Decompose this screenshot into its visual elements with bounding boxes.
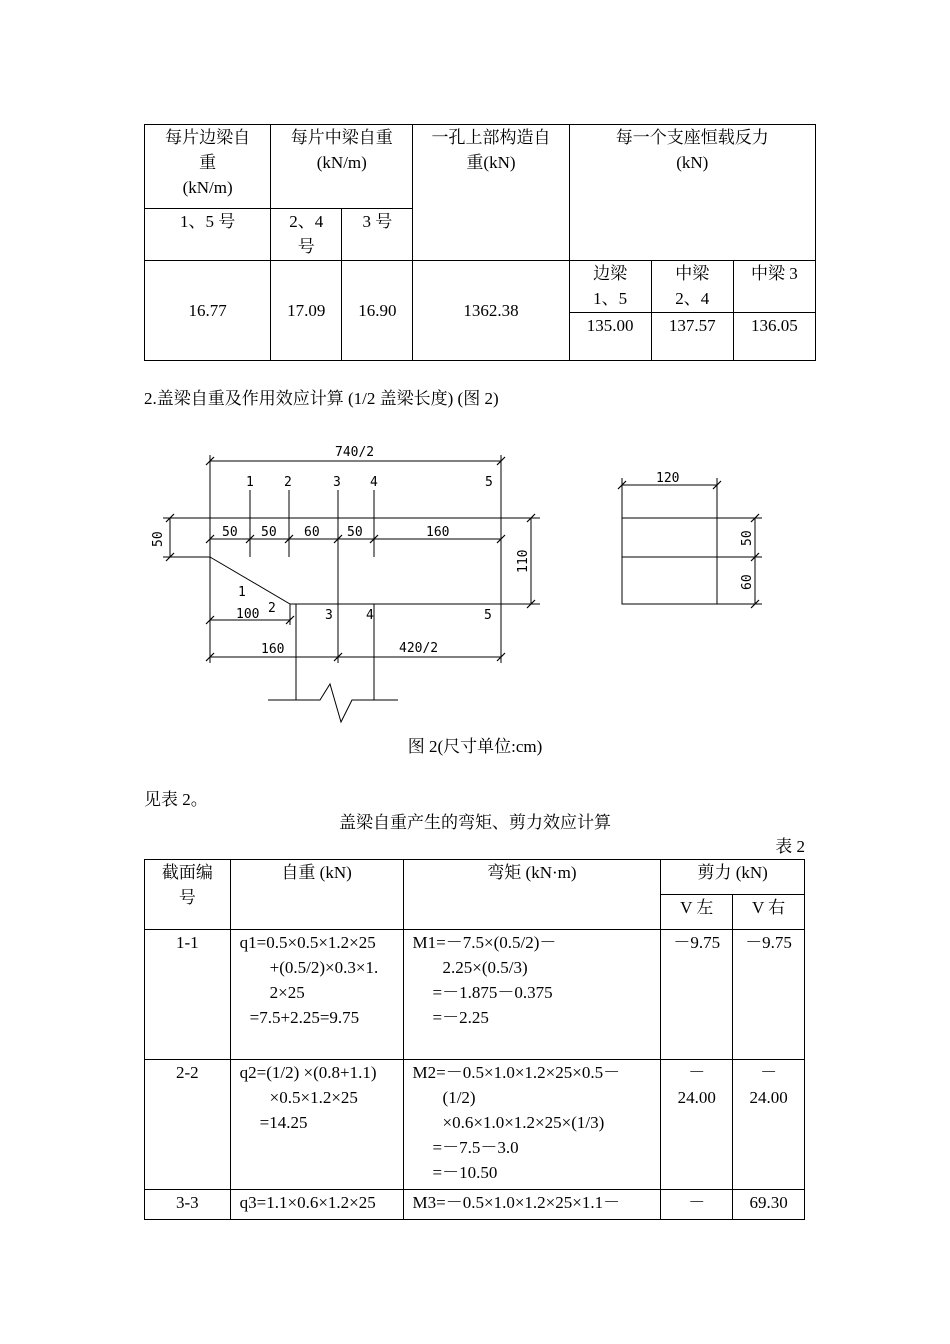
text-line: 24.00 (749, 1088, 788, 1107)
text-line: 中梁 (675, 264, 710, 283)
table2-label: 表 2 (775, 837, 805, 856)
text-line: 重 (199, 153, 217, 172)
cell-v-right (733, 930, 805, 1060)
text-line: － (688, 1063, 706, 1082)
dim-seg-5: 160 (426, 525, 450, 540)
table-row (145, 1060, 805, 1190)
cell-section: 2-2 (145, 1060, 231, 1190)
text-line: M2=－0.5×1.0×1.2×25×0.5－ (412, 1063, 621, 1082)
text-line: 2×25 (269, 983, 305, 1002)
text-line: 69.30 (749, 1193, 788, 1212)
text-line: =－7.5－3.0 (432, 1138, 519, 1157)
moment-shear-table (144, 859, 805, 1220)
cell-section: 3-3 (145, 1190, 231, 1220)
dim-100-label: 100 (236, 607, 260, 622)
section-label-3-bottom: 3 (325, 608, 333, 623)
text-line: 2、4 (289, 212, 324, 231)
header-v-right: V 右 (733, 895, 805, 930)
section-label-5-bottom: 5 (484, 608, 492, 623)
section-label-4: 4 (370, 475, 378, 490)
text-line: ×0.5×1.2×25 (269, 1088, 358, 1107)
cross-width-label: 120 (656, 471, 680, 486)
pier-break-line (268, 684, 398, 722)
cell-v-left (661, 1190, 733, 1220)
text-line: 截面编 (161, 863, 213, 882)
text-line: － (688, 1193, 706, 1212)
header-v-left: V 左 (661, 895, 733, 930)
cell-moment (403, 1060, 661, 1190)
text-line: +(0.5/2)×0.3×1. (269, 958, 379, 977)
text-line: 每一个支座恒载反力 (615, 128, 769, 147)
cell-moment (403, 1190, 661, 1220)
section-label-1: 1 (246, 475, 254, 490)
section-label-5: 5 (485, 475, 493, 490)
value-edge-beam: 16.77 (145, 261, 271, 361)
sub-beam-1-5: 1、5 号 (145, 209, 271, 261)
value-mid-beam-2-4: 17.09 (271, 261, 342, 361)
cross-section-rect (622, 518, 717, 604)
dim-right-height: 110 (516, 549, 531, 573)
table-row (145, 930, 805, 1060)
figure-caption: 图 2(尺寸单位:cm) (407, 737, 543, 756)
text-line: q3=1.1×0.6×1.2×25 (239, 1193, 376, 1212)
dim-seg-4: 50 (347, 525, 363, 540)
see-table-note: 见表 2。 (144, 790, 208, 809)
dim-420-label: 420/2 (399, 641, 439, 656)
reaction-value-1-5: 135.00 (569, 313, 651, 361)
section-label-2-bottom: 2 (268, 601, 276, 616)
cell-section: 1-1 (145, 930, 231, 1060)
table2-title: 盖梁自重产生的弯矩、剪力效应计算 (339, 813, 611, 832)
cell-v-left (661, 930, 733, 1060)
dim-160-label: 160 (261, 642, 285, 657)
header-weight: 自重 (kN) (230, 860, 403, 930)
dim-total-label: 740/2 (335, 445, 375, 460)
text-line: 每片边梁自 (165, 128, 251, 147)
text-line: －9.75 (673, 933, 721, 952)
text-line: ×0.6×1.0×1.2×25×(1/3) (442, 1113, 605, 1132)
cell-weight (230, 1190, 403, 1220)
dim-seg-3: 60 (304, 525, 320, 540)
text-line: － (760, 1063, 778, 1082)
text-line: (kN/m) (316, 153, 367, 172)
text-line: (kN/m) (182, 178, 233, 197)
section-label-1-bottom: 1 (238, 585, 246, 600)
sub-beam-3: 3 号 (342, 209, 413, 261)
text-line: (1/2) (442, 1088, 476, 1107)
cell-moment (403, 930, 661, 1060)
text-line: q2=(1/2) ×(0.8+1.1) (239, 1063, 377, 1082)
header-shear: 剪力 (kN) (661, 860, 805, 895)
value-superstructure: 1362.38 (413, 261, 569, 361)
dim-seg-1: 50 (222, 525, 238, 540)
text-line: 边梁 (593, 264, 628, 283)
text-line: 中梁 3 (751, 264, 798, 283)
text-line: 号 (297, 237, 315, 256)
text-line: =－10.50 (432, 1163, 498, 1182)
text-line: 重(kN) (466, 153, 516, 172)
text-line: 1、5 (593, 289, 628, 308)
reaction-value-2-4: 137.57 (651, 313, 733, 361)
cell-weight (230, 1060, 403, 1190)
text-line: M3=－0.5×1.0×1.2×25×1.1－ (412, 1193, 621, 1212)
text-line: 24.00 (677, 1088, 716, 1107)
reaction-value-3: 136.05 (733, 313, 815, 361)
dim-seg-2: 50 (261, 525, 277, 540)
header-section (145, 860, 231, 930)
text-line: =14.25 (259, 1113, 308, 1132)
text-line: (kN) (676, 153, 709, 172)
text-line: 每片中梁自重 (290, 128, 393, 147)
text-line: 号 (178, 888, 196, 907)
table-row (145, 1190, 805, 1220)
value-mid-beam-3: 16.90 (342, 261, 413, 361)
section-title: 2.盖梁自重及作用效应计算 (1/2 盖梁长度) (图 2) (144, 389, 499, 408)
cell-v-right (733, 1060, 805, 1190)
cross-bottom-label: 60 (740, 574, 755, 590)
section-label-2: 2 (284, 475, 292, 490)
section-label-3: 3 (333, 475, 341, 490)
cell-weight (230, 930, 403, 1060)
cell-v-right (733, 1190, 805, 1220)
text-line: q1=0.5×0.5×1.2×25 (239, 933, 376, 952)
cell-v-left (661, 1060, 733, 1190)
text-line: =7.5+2.25=9.75 (249, 1008, 360, 1027)
section-label-4-bottom: 4 (366, 608, 374, 623)
text-line: －9.75 (745, 933, 792, 952)
header-moment: 弯矩 (kN·m) (403, 860, 661, 930)
text-line: 2、4 (675, 289, 710, 308)
text-line: 2.25×(0.5/3) (442, 958, 528, 977)
text-line: 一孔上部构造自 (431, 128, 551, 147)
text-line: =－1.875－0.375 (432, 983, 553, 1002)
cross-top-label: 50 (740, 530, 755, 546)
text-line: M1=－7.5×(0.5/2)－ (412, 933, 557, 952)
dim-left-height: 50 (151, 531, 166, 547)
text-line: =－2.25 (432, 1008, 489, 1027)
